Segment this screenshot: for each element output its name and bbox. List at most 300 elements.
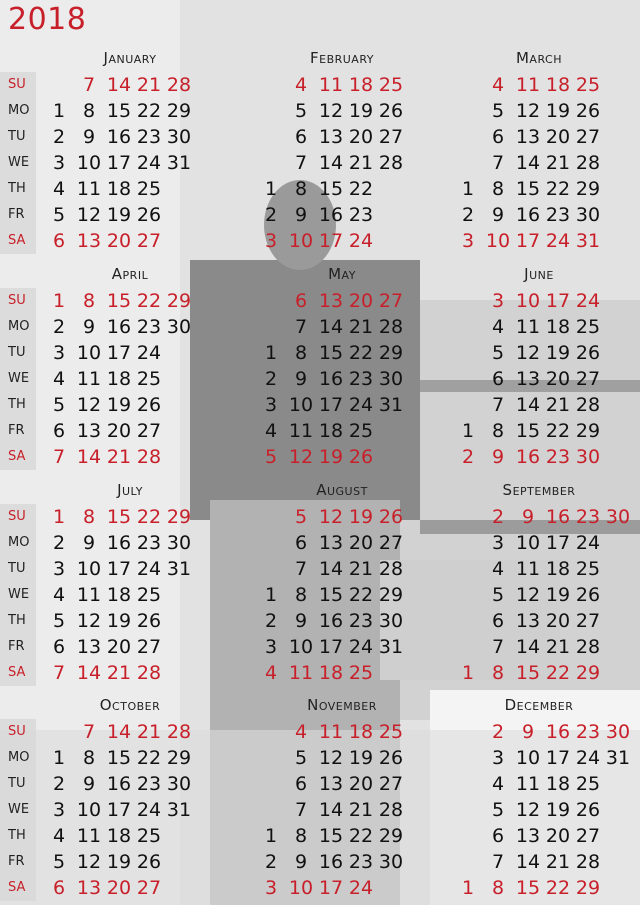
- day-cell: 1: [264, 178, 278, 200]
- day-cell: 10: [515, 532, 541, 554]
- day-cell: 14: [76, 662, 102, 684]
- day-cell: 7: [294, 152, 308, 174]
- day-cell: 20: [106, 230, 132, 252]
- day-cell: 18: [318, 662, 344, 684]
- day-cell: 5: [52, 394, 66, 416]
- day-cell: 27: [136, 420, 162, 442]
- day-cell: 4: [294, 721, 308, 743]
- day-cell: 6: [491, 368, 505, 390]
- day-cell: 2: [491, 721, 505, 743]
- day-cell: 12: [76, 851, 102, 873]
- day-cell: 13: [76, 636, 102, 658]
- day-cell: 6: [52, 420, 66, 442]
- day-cell: 31: [575, 230, 601, 252]
- day-cell: 27: [136, 230, 162, 252]
- day-cell: 17: [318, 230, 344, 252]
- day-cell: 30: [575, 446, 601, 468]
- day-cell: 14: [515, 152, 541, 174]
- day-cell: 26: [575, 799, 601, 821]
- day-cell: 1: [52, 747, 66, 769]
- day-cell: 19: [348, 506, 374, 528]
- day-cell: 8: [82, 747, 96, 769]
- day-cell: 15: [515, 877, 541, 899]
- day-cell: 25: [575, 773, 601, 795]
- day-cell: 30: [166, 126, 192, 148]
- day-cell: 23: [136, 126, 162, 148]
- day-cell: 3: [491, 290, 505, 312]
- day-cell: 8: [491, 662, 505, 684]
- day-cell: 23: [545, 204, 571, 226]
- day-cell: 23: [545, 446, 571, 468]
- day-cell: 8: [82, 506, 96, 528]
- day-cell: 2: [461, 204, 475, 226]
- day-cell: 8: [294, 584, 308, 606]
- weekday-label-th: TH: [8, 397, 26, 412]
- day-cell: 16: [106, 126, 132, 148]
- day-cell: 29: [378, 825, 404, 847]
- day-cell: 29: [166, 506, 192, 528]
- day-cell: 25: [136, 368, 162, 390]
- day-cell: 14: [515, 636, 541, 658]
- month-name: February: [309, 49, 374, 67]
- day-cell: 1: [52, 100, 66, 122]
- day-cell: 21: [545, 152, 571, 174]
- day-cell: 27: [575, 126, 601, 148]
- day-cell: 25: [575, 74, 601, 96]
- day-cell: 10: [288, 636, 314, 658]
- day-cell: 14: [318, 799, 344, 821]
- day-cell: 20: [106, 420, 132, 442]
- day-cell: 10: [515, 290, 541, 312]
- month-february: [248, 48, 458, 254]
- day-cell: 11: [76, 584, 102, 606]
- day-cell: 16: [318, 204, 344, 226]
- day-cell: 5: [294, 100, 308, 122]
- year-title: 2018: [8, 2, 87, 37]
- day-cell: 21: [136, 74, 162, 96]
- day-cell: 3: [264, 230, 278, 252]
- day-cell: 12: [515, 342, 541, 364]
- day-cell: 20: [545, 825, 571, 847]
- day-cell: 13: [318, 126, 344, 148]
- day-cell: 15: [318, 342, 344, 364]
- day-cell: 3: [52, 342, 66, 364]
- day-cell: 29: [575, 877, 601, 899]
- day-cell: 9: [294, 610, 308, 632]
- day-cell: 18: [545, 558, 571, 580]
- day-cell: 6: [52, 877, 66, 899]
- weekday-label-sa: SA: [8, 665, 26, 680]
- day-cell: 5: [491, 100, 505, 122]
- day-cell: 20: [106, 877, 132, 899]
- day-cell: 27: [378, 773, 404, 795]
- day-cell: 8: [294, 178, 308, 200]
- weekday-label-mo: MO: [8, 319, 30, 334]
- day-cell: 7: [491, 636, 505, 658]
- day-cell: 8: [491, 178, 505, 200]
- day-cell: 6: [491, 610, 505, 632]
- month-april: [36, 264, 246, 470]
- day-cell: 12: [318, 506, 344, 528]
- month-name: December: [504, 696, 574, 714]
- day-cell: 19: [545, 584, 571, 606]
- day-cell: 6: [294, 290, 308, 312]
- day-cell: 3: [52, 799, 66, 821]
- day-cell: 3: [461, 230, 475, 252]
- day-cell: 25: [136, 825, 162, 847]
- day-cell: 2: [264, 204, 278, 226]
- day-cell: 14: [515, 851, 541, 873]
- day-cell: 12: [76, 394, 102, 416]
- day-cell: 10: [288, 394, 314, 416]
- day-cell: 2: [491, 506, 505, 528]
- day-cell: 19: [106, 851, 132, 873]
- day-cell: 26: [378, 747, 404, 769]
- weekday-label-sa: SA: [8, 880, 26, 895]
- day-cell: 11: [76, 178, 102, 200]
- day-cell: 13: [515, 825, 541, 847]
- day-cell: 21: [106, 662, 132, 684]
- day-cell: 13: [318, 773, 344, 795]
- day-cell: 11: [288, 420, 314, 442]
- day-cell: 23: [348, 851, 374, 873]
- day-cell: 10: [515, 747, 541, 769]
- weekday-label-fr: FR: [8, 854, 25, 869]
- day-cell: 31: [166, 558, 192, 580]
- day-cell: 31: [166, 799, 192, 821]
- day-cell: 15: [106, 290, 132, 312]
- day-cell: 21: [348, 799, 374, 821]
- day-cell: 9: [294, 204, 308, 226]
- day-cell: 14: [106, 74, 132, 96]
- day-cell: 15: [106, 100, 132, 122]
- day-cell: 9: [82, 126, 96, 148]
- day-cell: 19: [545, 799, 571, 821]
- day-cell: 8: [294, 825, 308, 847]
- day-cell: 4: [52, 825, 66, 847]
- day-cell: 10: [76, 558, 102, 580]
- day-cell: 22: [136, 747, 162, 769]
- day-cell: 27: [575, 368, 601, 390]
- day-cell: 2: [52, 773, 66, 795]
- weekday-label-th: TH: [8, 828, 26, 843]
- day-cell: 24: [136, 342, 162, 364]
- day-cell: 27: [575, 825, 601, 847]
- day-cell: 30: [605, 506, 631, 528]
- day-cell: 11: [515, 773, 541, 795]
- day-cell: 18: [106, 825, 132, 847]
- day-cell: 29: [166, 100, 192, 122]
- day-cell: 11: [318, 74, 344, 96]
- day-cell: 19: [348, 100, 374, 122]
- month-name: January: [103, 49, 157, 67]
- day-cell: 17: [318, 877, 344, 899]
- day-cell: 24: [348, 877, 374, 899]
- day-cell: 29: [575, 178, 601, 200]
- day-cell: 1: [461, 662, 475, 684]
- day-cell: 12: [515, 584, 541, 606]
- day-cell: 16: [106, 532, 132, 554]
- day-cell: 19: [545, 342, 571, 364]
- day-cell: 13: [318, 532, 344, 554]
- day-cell: 8: [294, 342, 308, 364]
- day-cell: 21: [348, 152, 374, 174]
- day-cell: 30: [166, 532, 192, 554]
- day-cell: 24: [575, 747, 601, 769]
- day-cell: 14: [515, 394, 541, 416]
- day-cell: 4: [491, 316, 505, 338]
- day-cell: 9: [521, 506, 535, 528]
- day-cell: 13: [318, 290, 344, 312]
- day-cell: 17: [545, 290, 571, 312]
- day-cell: 22: [348, 178, 374, 200]
- day-cell: 12: [515, 100, 541, 122]
- day-cell: 18: [318, 420, 344, 442]
- month-name: March: [515, 49, 562, 67]
- day-cell: 11: [515, 316, 541, 338]
- day-cell: 20: [348, 126, 374, 148]
- day-cell: 10: [288, 230, 314, 252]
- day-cell: 4: [52, 178, 66, 200]
- day-cell: 16: [515, 204, 541, 226]
- day-cell: 23: [348, 368, 374, 390]
- day-cell: 1: [264, 584, 278, 606]
- day-cell: 15: [515, 178, 541, 200]
- day-cell: 31: [378, 636, 404, 658]
- day-cell: 27: [136, 877, 162, 899]
- weekday-label-th: TH: [8, 181, 26, 196]
- month-march: [445, 48, 640, 254]
- day-cell: 24: [136, 558, 162, 580]
- day-cell: 8: [82, 290, 96, 312]
- day-cell: 4: [52, 368, 66, 390]
- day-cell: 26: [575, 342, 601, 364]
- day-cell: 24: [575, 532, 601, 554]
- weekday-label-we: WE: [8, 155, 30, 170]
- day-cell: 3: [52, 558, 66, 580]
- day-cell: 16: [545, 506, 571, 528]
- day-cell: 16: [106, 773, 132, 795]
- day-cell: 25: [378, 721, 404, 743]
- day-cell: 6: [294, 126, 308, 148]
- day-cell: 17: [545, 747, 571, 769]
- day-cell: 5: [491, 342, 505, 364]
- month-june: [445, 264, 640, 470]
- day-cell: 1: [461, 420, 475, 442]
- day-cell: 4: [52, 584, 66, 606]
- month-may: [248, 264, 458, 470]
- weekday-label-tu: TU: [8, 561, 26, 576]
- day-cell: 18: [106, 368, 132, 390]
- day-cell: 22: [545, 178, 571, 200]
- day-cell: 12: [515, 799, 541, 821]
- weekday-label-mo: MO: [8, 535, 30, 550]
- day-cell: 2: [461, 446, 475, 468]
- day-cell: 5: [294, 506, 308, 528]
- day-cell: 11: [76, 825, 102, 847]
- day-cell: 3: [491, 747, 505, 769]
- day-cell: 22: [545, 662, 571, 684]
- day-cell: 21: [136, 721, 162, 743]
- day-cell: 11: [318, 721, 344, 743]
- month-name: July: [117, 481, 143, 499]
- day-cell: 5: [491, 799, 505, 821]
- day-cell: 30: [378, 368, 404, 390]
- day-cell: 16: [545, 721, 571, 743]
- day-cell: 19: [106, 394, 132, 416]
- day-cell: 18: [348, 74, 374, 96]
- day-cell: 14: [76, 446, 102, 468]
- day-cell: 12: [318, 100, 344, 122]
- weekday-label-mo: MO: [8, 750, 30, 765]
- day-cell: 30: [575, 204, 601, 226]
- day-cell: 12: [288, 446, 314, 468]
- day-cell: 30: [378, 851, 404, 873]
- day-cell: 28: [166, 721, 192, 743]
- day-cell: 26: [136, 610, 162, 632]
- day-cell: 15: [318, 584, 344, 606]
- day-cell: 26: [575, 584, 601, 606]
- day-cell: 4: [264, 420, 278, 442]
- day-cell: 23: [136, 316, 162, 338]
- day-cell: 25: [575, 558, 601, 580]
- month-december: [445, 695, 640, 901]
- day-cell: 9: [521, 721, 535, 743]
- month-name: May: [328, 265, 356, 283]
- day-cell: 19: [106, 204, 132, 226]
- day-cell: 9: [294, 851, 308, 873]
- day-cell: 18: [545, 74, 571, 96]
- day-cell: 17: [106, 558, 132, 580]
- day-cell: 23: [136, 773, 162, 795]
- day-cell: 28: [575, 851, 601, 873]
- day-cell: 24: [136, 152, 162, 174]
- day-cell: 1: [461, 877, 475, 899]
- day-cell: 10: [76, 342, 102, 364]
- day-cell: 11: [515, 74, 541, 96]
- day-cell: 2: [52, 316, 66, 338]
- day-cell: 3: [52, 152, 66, 174]
- day-cell: 20: [348, 290, 374, 312]
- day-cell: 22: [348, 342, 374, 364]
- day-cell: 5: [52, 204, 66, 226]
- day-cell: 19: [348, 747, 374, 769]
- day-cell: 29: [378, 584, 404, 606]
- day-cell: 16: [318, 851, 344, 873]
- day-cell: 22: [136, 290, 162, 312]
- day-cell: 9: [294, 368, 308, 390]
- weekday-label-tu: TU: [8, 345, 26, 360]
- day-cell: 24: [348, 394, 374, 416]
- day-cell: 25: [378, 74, 404, 96]
- day-cell: 23: [348, 204, 374, 226]
- day-cell: 29: [166, 747, 192, 769]
- day-cell: 30: [378, 610, 404, 632]
- weekday-label-su: SU: [8, 509, 26, 524]
- day-cell: 1: [264, 342, 278, 364]
- day-cell: 2: [264, 610, 278, 632]
- day-cell: 7: [491, 851, 505, 873]
- day-cell: 25: [575, 316, 601, 338]
- day-cell: 23: [348, 610, 374, 632]
- day-cell: 5: [52, 610, 66, 632]
- day-cell: 7: [82, 74, 96, 96]
- day-cell: 10: [76, 152, 102, 174]
- weekday-label-sa: SA: [8, 233, 26, 248]
- day-cell: 15: [515, 420, 541, 442]
- weekday-label-su: SU: [8, 724, 26, 739]
- day-cell: 15: [106, 506, 132, 528]
- day-cell: 9: [82, 532, 96, 554]
- day-cell: 14: [318, 152, 344, 174]
- day-cell: 23: [575, 506, 601, 528]
- day-cell: 13: [76, 877, 102, 899]
- day-cell: 19: [545, 100, 571, 122]
- day-cell: 25: [348, 662, 374, 684]
- month-name: April: [111, 265, 149, 283]
- day-cell: 3: [491, 532, 505, 554]
- day-cell: 3: [264, 394, 278, 416]
- day-cell: 25: [136, 178, 162, 200]
- day-cell: 17: [545, 532, 571, 554]
- day-cell: 18: [348, 721, 374, 743]
- day-cell: 6: [491, 126, 505, 148]
- day-cell: 31: [605, 747, 631, 769]
- day-cell: 12: [318, 747, 344, 769]
- day-cell: 1: [264, 825, 278, 847]
- day-cell: 17: [106, 342, 132, 364]
- day-cell: 30: [166, 773, 192, 795]
- day-cell: 22: [348, 825, 374, 847]
- weekday-label-we: WE: [8, 802, 30, 817]
- day-cell: 2: [264, 368, 278, 390]
- day-cell: 20: [348, 773, 374, 795]
- day-cell: 18: [545, 316, 571, 338]
- day-cell: 21: [106, 446, 132, 468]
- day-cell: 6: [294, 773, 308, 795]
- month-name: June: [524, 265, 554, 283]
- day-cell: 13: [76, 230, 102, 252]
- day-cell: 6: [294, 532, 308, 554]
- day-cell: 7: [491, 152, 505, 174]
- day-cell: 28: [378, 558, 404, 580]
- day-cell: 9: [491, 446, 505, 468]
- day-cell: 27: [378, 532, 404, 554]
- day-cell: 27: [575, 610, 601, 632]
- day-cell: 13: [515, 126, 541, 148]
- day-cell: 28: [136, 662, 162, 684]
- month-name: November: [307, 696, 377, 714]
- day-cell: 2: [52, 126, 66, 148]
- day-cell: 21: [545, 851, 571, 873]
- day-cell: 22: [136, 100, 162, 122]
- day-cell: 16: [515, 446, 541, 468]
- day-cell: 4: [264, 662, 278, 684]
- day-cell: 31: [166, 152, 192, 174]
- month-name: August: [316, 481, 368, 499]
- weekday-label-fr: FR: [8, 423, 25, 438]
- day-cell: 6: [52, 636, 66, 658]
- day-cell: 29: [575, 420, 601, 442]
- day-cell: 17: [515, 230, 541, 252]
- day-cell: 6: [52, 230, 66, 252]
- day-cell: 24: [348, 636, 374, 658]
- day-cell: 28: [378, 316, 404, 338]
- day-cell: 6: [491, 825, 505, 847]
- weekday-label-th: TH: [8, 613, 26, 628]
- day-cell: 13: [515, 368, 541, 390]
- day-cell: 10: [76, 799, 102, 821]
